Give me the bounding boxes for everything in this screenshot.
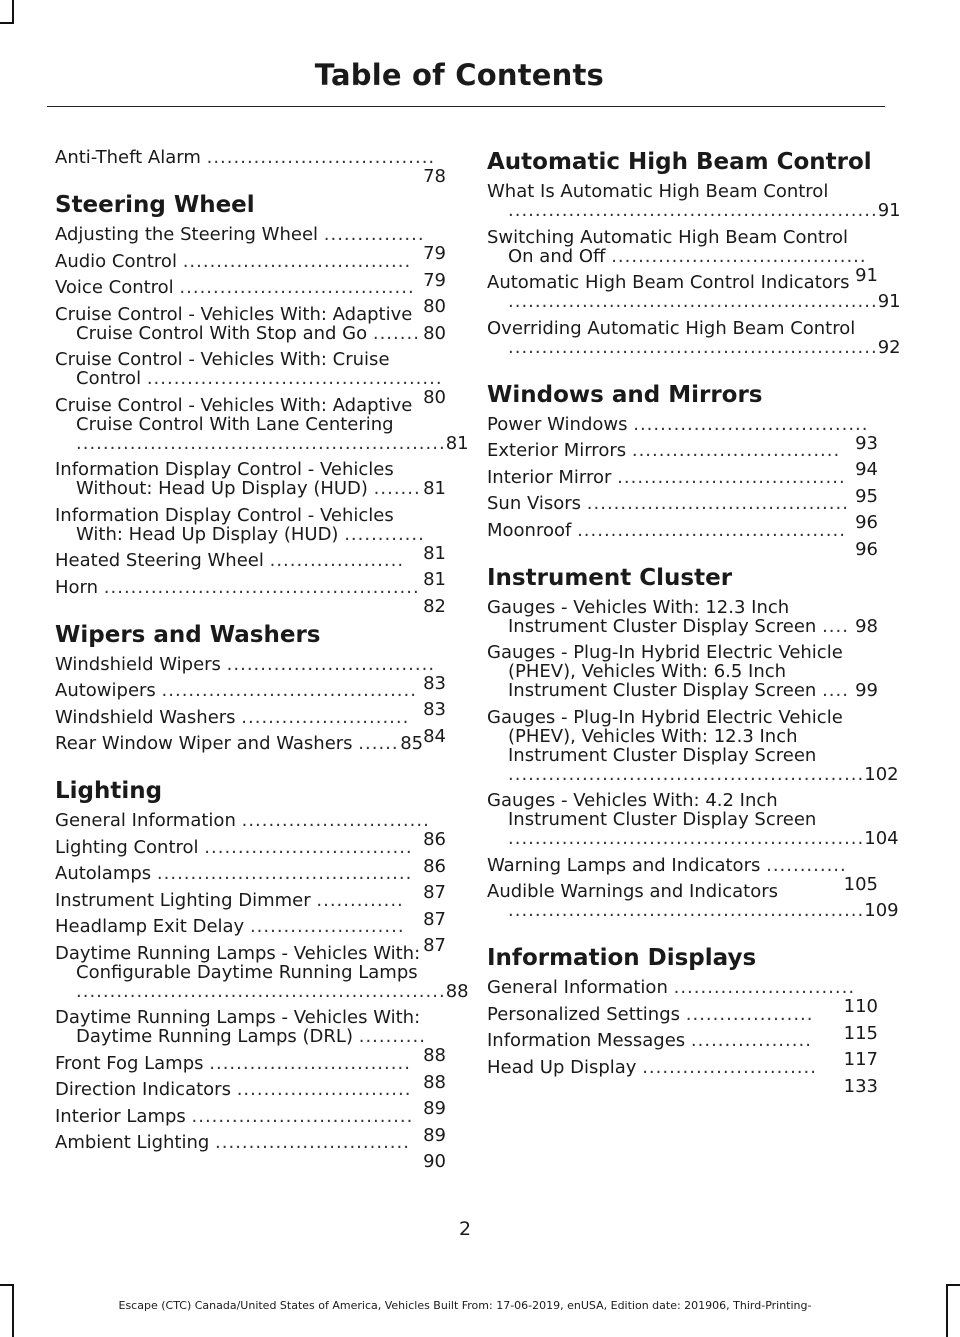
toc-leader: ...................................... [611, 245, 867, 267]
toc-leader: ................................... [179, 277, 415, 298]
toc-leader: ................................. [191, 1105, 414, 1127]
toc-leader: ..................................................... [508, 763, 865, 785]
toc-entry-title: Voice Control [55, 277, 174, 298]
toc-entry-title: Overriding Automatic High Beam Control [487, 317, 856, 339]
toc-page-number: 104 [864, 828, 899, 849]
toc-entry-title: Autolamps [55, 863, 152, 884]
toc-leader: ............................. [215, 1132, 410, 1153]
toc-entry-title: Switching Automatic High Beam Control On and Off [487, 226, 848, 267]
toc-entry[interactable] [55, 916, 446, 956]
toc-page-number: 94 [855, 459, 878, 480]
page-number: 2 [458, 1218, 472, 1240]
toc-leader: ............................................ [146, 368, 443, 389]
toc-leader: ....................................................... [508, 291, 878, 312]
toc-entry-title: Front Fog Lamps [55, 1052, 204, 1074]
toc-page-number: 133 [843, 1075, 878, 1097]
toc-entry-title: Instrument Lighting Dimmer [55, 889, 311, 911]
toc-page-number: 86 [423, 855, 446, 877]
toc-entry[interactable] [487, 881, 899, 921]
toc-leader: .......... [358, 1026, 426, 1047]
toc-page-number: 93 [855, 432, 878, 454]
toc-leader: .......................... [236, 1079, 412, 1100]
toc-leader: ..................................................... [508, 900, 865, 921]
header-rule [47, 106, 885, 107]
toc-entry-title: What Is Automatic High Beam Control [487, 181, 829, 202]
toc-entry[interactable] [487, 643, 878, 700]
toc-entry[interactable] [55, 460, 446, 498]
toc-entry-title: Automatic High Beam Control Indicators [487, 272, 850, 293]
toc-entry-title: Personalized Settings [487, 1003, 681, 1025]
toc-leader: ....................................................... [508, 200, 878, 221]
toc-page-number: 102 [864, 763, 899, 785]
toc-entry-title: Gauges - Plug-In Hybrid Electric Vehicle (PHEV), Vehicles With: 6.5 Inch Instrument Cluster Display Screen [487, 642, 843, 701]
toc-page-number: 98 [855, 615, 878, 637]
toc-leader: ............................... [631, 440, 841, 461]
toc-entry[interactable] [55, 1132, 446, 1172]
toc-entry-title: Warning Lamps and Indicators [487, 854, 761, 876]
toc-page-number: 86 [423, 829, 446, 850]
footer-text: Escape (CTC) Canada/United States of America, Vehicles Built From: 17-06-2019, enUSA, Edition date: 201906, Third-Printing- [118, 1299, 812, 1312]
toc-leader: ............................ [241, 810, 430, 831]
toc-page-number: 91 [877, 200, 901, 221]
toc-page-number: 117 [843, 1049, 878, 1070]
toc-entry[interactable] [487, 706, 899, 785]
toc-leader: ....................................................... [76, 980, 446, 1002]
toc-page-number: 95 [855, 485, 878, 507]
toc-page-number: 79 [423, 269, 446, 291]
toc-entry-title: Headlamp Exit Delay [55, 916, 245, 937]
crop-mark-bottom-right-h [946, 1284, 960, 1286]
toc-page-number: 87 [423, 935, 446, 956]
toc-entry-title: Windshield Wipers [55, 653, 221, 675]
toc-page-number: 105 [843, 873, 878, 895]
toc-page-number: 79 [423, 243, 446, 264]
toc-page-number: 90 [423, 1151, 446, 1172]
toc-entry[interactable] [487, 272, 901, 312]
toc-entry[interactable] [55, 734, 446, 753]
toc-leader: .................................. [206, 147, 436, 168]
toc-entry-title: Anti-Theft Alarm [55, 147, 201, 168]
toc-entry-title: Gauges - Plug-In Hybrid Electric Vehicle (PHEV), Vehicles With: 12.3 Inch Instrument Cluster Display Screen [487, 706, 843, 766]
toc-leader: ....................... [249, 916, 405, 937]
toc-leader: .... [822, 615, 849, 637]
toc-page-number: 80 [423, 296, 446, 317]
toc-entry-title: Interior Lamps [55, 1105, 186, 1127]
toc-leader: ....... [372, 322, 420, 344]
section-heading: Windows and Mirrors [487, 381, 763, 408]
toc-page-number: 87 [423, 882, 446, 903]
toc-entry[interactable] [55, 576, 446, 617]
toc-page-number: 81 [445, 432, 469, 454]
toc-entry[interactable] [487, 790, 899, 849]
toc-page-number: 89 [423, 1124, 446, 1146]
toc-entry-title: General Information [55, 810, 236, 831]
toc-page-number: 91 [877, 291, 901, 312]
toc-entry-title: Horn [55, 576, 99, 598]
toc-entry-title: Gauges - Vehicles With: 4.2 Inch Instrument Cluster Display Screen [487, 790, 817, 830]
toc-right-column [487, 142, 901, 1097]
toc-leader: ...................................... [156, 863, 413, 884]
section-heading: Lighting [55, 778, 163, 804]
section-heading: Information Displays [487, 945, 757, 971]
toc-entry-title: Head Up Display [487, 1056, 637, 1078]
toc-page-number: 115 [843, 1022, 878, 1044]
toc-page-number: 88 [445, 980, 469, 1002]
toc-leader: ....... [373, 478, 421, 499]
toc-entry-title: Audible Warnings and Indicators [487, 881, 778, 902]
toc-entry-title: Sun Visors [487, 493, 582, 514]
toc-entry-title: Information Display Control - Vehicles With: Head Up Display (HUD) [55, 504, 394, 545]
toc-leader: .... [822, 680, 849, 701]
toc-leader: ............ [766, 854, 847, 876]
toc-entry[interactable] [487, 1056, 878, 1097]
toc-page-number: 96 [855, 512, 878, 533]
toc-page-number: 81 [423, 569, 446, 590]
toc-entry[interactable] [55, 277, 446, 317]
crop-mark-bottom-left-h [0, 1284, 14, 1286]
toc-entry-title: Exterior Mirrors [487, 440, 627, 461]
toc-leader: .................................. [617, 466, 846, 488]
toc-leader: ............ [344, 523, 425, 545]
section-heading: Instrument Cluster [487, 564, 733, 591]
toc-entry-title: Moonroof [487, 519, 572, 541]
toc-leader: ......................... [241, 706, 410, 728]
toc-leader: ..................................................... [508, 828, 865, 849]
toc-leader: ...... [358, 733, 399, 754]
toc-page-number: 88 [423, 1071, 446, 1093]
toc-entry[interactable] [55, 305, 446, 343]
toc-leader: ........................... [673, 977, 856, 998]
toc-leader: ........................................ [577, 519, 846, 541]
toc-entry-title: Power Windows [487, 413, 628, 435]
section-heading: Wipers and Washers [55, 621, 321, 648]
toc-entry-title: Direction Indicators [55, 1079, 231, 1100]
toc-page-number: 87 [423, 908, 446, 930]
toc-entry[interactable] [55, 942, 469, 1002]
toc-leader: .......................... [642, 1056, 817, 1078]
toc-leader: ....................................... [586, 493, 849, 514]
toc-entry[interactable] [487, 317, 901, 358]
toc-entry-title: Heated Steering Wheel [55, 550, 264, 571]
toc-page-number: 91 [855, 264, 878, 286]
toc-entry-title: Interior Mirror [487, 466, 612, 488]
toc-entry[interactable] [487, 519, 878, 560]
toc-leader: ............................... [226, 653, 436, 675]
toc-page-number: 81 [423, 542, 446, 564]
toc-page-number: 96 [855, 538, 878, 560]
toc-entry[interactable] [487, 181, 901, 221]
toc-page-number: 99 [855, 680, 878, 701]
toc-entry-title: Cruise Control - Vehicles With: Cruise Control [55, 349, 390, 389]
crop-mark-bottom-right [946, 1284, 948, 1337]
toc-page-number: 110 [843, 996, 878, 1017]
toc-leader: ............. [316, 889, 404, 911]
toc-entry-title: Daytime Running Lamps - Vehicles With: Configurable Daytime Running Lamps [55, 942, 421, 983]
toc-entry-title: Information Messages [487, 1030, 686, 1051]
toc-page-number: 89 [423, 1098, 446, 1119]
toc-leader: ....................................................... [76, 432, 446, 454]
toc-leader: .................... [269, 550, 405, 571]
toc-leader: ............................................... [103, 576, 420, 598]
toc-page-number: 80 [423, 387, 446, 408]
section-heading: Steering Wheel [55, 192, 255, 218]
crop-mark-top-left [12, 0, 14, 24]
toc-page-number: 78 [423, 166, 446, 187]
toc-entry-title: Adjusting the Steering Wheel [55, 224, 319, 245]
toc-leader: ...................................... [161, 680, 417, 701]
toc-leader: ................... [685, 1003, 814, 1025]
toc-leader: .................. [690, 1030, 812, 1051]
toc-entry-title: Information Display Control - Vehicles Without: Head Up Display (HUD) [55, 459, 394, 499]
toc-entry-title: Gauges - Vehicles With: 12.3 Inch Instrument Cluster Display Screen [487, 596, 817, 637]
toc-entry[interactable] [55, 349, 446, 408]
toc-leader: .............................. [209, 1052, 411, 1074]
toc-leader: ....................................................... [508, 336, 878, 358]
toc-entry-title: Ambient Lighting [55, 1132, 210, 1153]
crop-mark-top-left-h [0, 22, 14, 24]
toc-entry-title: Autowipers [55, 680, 156, 701]
toc-entry-title: Cruise Control - Vehicles With: Adaptive Cruise Control With Lane Centering [55, 394, 413, 435]
toc-page-number: 88 [423, 1045, 446, 1066]
toc-entry-title: Windshield Washers [55, 706, 236, 728]
toc-page-number: 80 [423, 322, 446, 344]
toc-entry-title: Lighting Control [55, 836, 199, 858]
toc-page-number: 81 [423, 478, 446, 499]
toc-page-number: 83 [423, 672, 446, 694]
toc-entry[interactable] [55, 394, 469, 454]
toc-leader: ................................... [633, 413, 869, 435]
toc-page-number: 83 [423, 699, 446, 720]
toc-entry[interactable] [55, 147, 446, 187]
toc-page-number: 92 [877, 336, 901, 358]
toc-left-column [55, 147, 469, 1172]
toc-page-number: 85 [400, 733, 424, 754]
toc-page-number: 109 [864, 900, 899, 921]
toc-leader: ............................... [204, 836, 413, 858]
toc-entry-title: General Information [487, 977, 668, 998]
toc-entry-title: Audio Control [55, 250, 177, 272]
toc-entry[interactable] [487, 598, 878, 636]
section-heading: Automatic High Beam Control [487, 149, 872, 175]
toc-entry-title: Daytime Running Lamps - Vehicles With: Daytime Running Lamps (DRL) [55, 1007, 421, 1047]
toc-page-number: 82 [423, 595, 446, 617]
toc-leader: ............... [323, 224, 425, 245]
toc-entry-title: Cruise Control - Vehicles With: Adaptive Cruise Control With Stop and Go [55, 303, 413, 344]
toc-leader: .................................. [182, 250, 412, 272]
toc-page-number: 84 [423, 725, 446, 747]
toc-entry-title: Rear Window Wiper and Washers [55, 733, 353, 754]
page-title: Table of Contents [314, 58, 604, 92]
